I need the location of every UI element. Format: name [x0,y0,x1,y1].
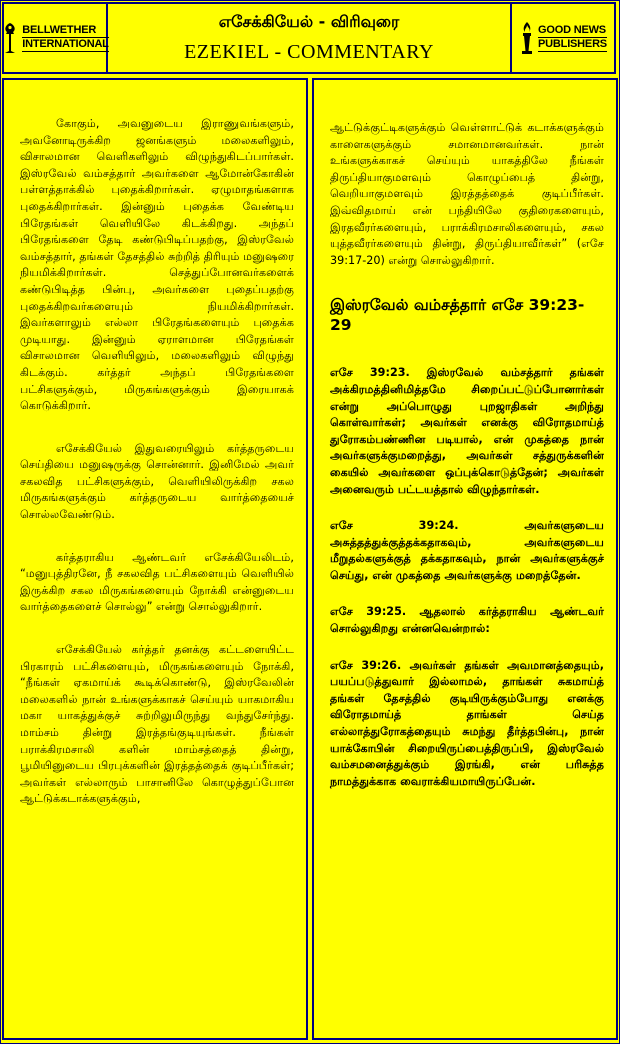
good-news-logo-text [538,24,607,52]
section-heading: இஸ்ரவேல் வம்சத்தார் எசே 39:23-29 [330,296,585,335]
scripture-verse: எசே 39:25. ஆதலால் கர்த்தராகிய ஆண்டவர் சொல்லுகிறது என்னவென்றால்: [330,605,604,636]
ram-logo-icon [1,21,19,55]
page-title-tamil: எசேக்கியேல் - விரிவுரை [218,12,400,31]
good-news-logo [519,21,607,55]
good-news-logo-box [510,4,614,72]
scripture-verse: எசே 39:23. இஸ்ரவேல் வம்சத்தார் தங்கள் அக்கிரமத்தினிமித்தமே சிறைப்பட்டுப்போனார்கள் என்று அப்பொழுது புறஜாதிகள் அறிந்து கொள்வார்கள்; அவர்கள் எனக்கு விரோதமாய்த் துரோகம்பண்ணின படியால், என் முகத்தை நான் அவர்களுக்குமறைத்து, அவர்கள் சத்துருக்களின் கையில் அவர்களை ஒப்புக்கொடுத்தேன்; அவர்கள் அனைவரும் பட்டயத்தால் விழுந்தார்கள். [330,366,604,496]
bellwether-logo [1,21,108,55]
commentary-paragraph: எசேக்கியேல் இதுவரையிலும் கர்த்தருடைய செய்தியை மனுஷருக்கு சொன்னார். இனிமேல் அவர் சகலவித பட்சிகளுக்கும், வெளியிலிருக்கிற சகல மிருகங்களுக்கும் கர்த்தருடைய வார்த்தையைச் சொல்லவேண்டும். [20,441,294,522]
title-box [108,4,510,72]
left-column [2,78,308,1040]
bellwether-logo-text [22,24,108,52]
torch-logo-icon [519,21,535,55]
page-header [2,2,616,74]
scripture-verse: எசே 39:26. அவர்கள் தங்கள் அவமானத்தையும், பயப்படுத்துவார் இல்லாமல், தாங்கள் சுகமாய்த் தங்கள் தேசத்தில் குடியிருக்கும்போது எனக்கு விரோதமாய்த் தாங்கள் செய்த எல்லாத்துரோகத்தையும் சுமந்து தீர்த்தபின்பு, நான் யாக்கோபின் சிறையிருப்பைத்திருப்பி, இஸ்ரவேல் வம்சமனைத்துக்கும் இரங்கி, என் பரிசுத்த நாமத்துக்காக வைராக்கியமாயிருப்பேன். [330,658,604,788]
bellwether-logo-line-1: BELLWETHER [22,24,108,38]
commentary-paragraph: கர்த்தராகிய ஆண்டவர் எசேக்கியேலிடம், “மனுபுத்திரனே, நீ சகலவித பட்சிகளையும் வெளியில் இருக்கிற சகல மிருகங்களையும் நோக்கி என்னுடைய வார்த்தைகளைச் சொல்லு” என்று சொல்லுகிறார். [20,550,294,614]
commentary-continuation: ஆட்டுக்குட்டிகளுக்கும் வெள்ளாட்டுக் கடாக்களுக்கும் காளைகளுக்கும் சமானமானவர்கள். நான் உங்களுக்காகச் செய்யும் யாகத்திலே நீங்கள் திருப்தியாகுமளவும் கொழுப்பைத் தின்று, வெறியாகுமளவும் இரத்தத்தைக் குடிப்பீர்கள். இவ்விதமாய் என் பந்தியிலே குதிரைகளையும், இரதவீரர்களையும், பராக்கிரமசாலிகளையும், சகல யுத்தவீரர்களையும் தின்று, திருப்தியாவீர்கள்” (எசே 39:17-20) என்று சொல்லுகிறார். [330,121,604,267]
page-title-english: EZEKIEL - COMMENTARY [184,41,434,63]
good-news-logo-line-1: GOOD NEWS [538,24,606,36]
good-news-logo-line-2: PUBLISHERS [538,38,607,50]
scripture-verse: எசே 39:24. அவர்களுடைய அசுத்தத்துக்குத்தக்கதாகவும், அவர்களுடைய மீறுதல்களுக்குத் தக்கதாகவும், நான் அவர்களுக்குச் செய்து, என் முகத்தை அவர்களுக்கு மறைத்தேன். [330,519,604,582]
right-column [312,78,618,1040]
bellwether-logo-box [4,4,108,72]
bellwether-logo-line-2: INTERNATIONAL [22,38,109,50]
commentary-paragraph: கோகும், அவனுடைய இராணுவங்களும், அவனோடிருக்கிற ஜனங்களும் மலைகளிலும், விசாலமான வெளிகளிலும் விழுந்துகிடப்பார்கள். இஸ்ரவேல் வம்சத்தார் அவர்களை ஆமோன்கோகின் பள்ளத்தாக்கில் புதைக்கிறார்கள். ஏழுமாதங்களாக புதைக்கிறார்கள். இன்னும் புதைக்க வேண்டிய பிரேதங்கள் வெளியிலே கிடக்கிறது. அந்தப் பிரேதங்களை தேடி கண்டுபிடிப்பதற்கு, இஸ்ரவேல் வம்சத்தார், தங்கள் தேசத்தில் சுற்றித் திரியும் மனுஷரை நியமிக்கிறார்கள். செத்துப்போனவர்களைக் கண்டுபிடித்த பின்பு, அவர்களை புதைப்பதற்கு புதைக்கிறவர்களையும் நியமிக்கிறார்கள். இவர்களாலும் எல்லா பிரேதங்களையும் புதைக்க முடியாது. இன்னும் ஏராளமான பிரேதங்கள் விசாலமான வெளியிலும், மலைகளிலும் விழுந்து கிடக்கும். கர்த்தர் அந்தப் பிரேதங்களை பட்சிகளுக்கும், மிருகங்களுக்கும் இரையாகக் கொடுக்கிறார். [20,117,294,413]
commentary-paragraph: எசேக்கியேல் கர்த்தர் தனக்கு கட்டளையிட்ட பிரகாரம் பட்சிகளையும், மிருகங்களையும் நோக்கி, “நீங்கள் ஏகமாய்க் கூடிக்கொண்டு, இஸ்ரவேலின் மலைகளில் நான் உங்களுக்காகச் செய்யும் யாகமாகிய மகா யாகத்துக்குச் சுற்றிலுமிருந்து வந்துசேர்ந்து. மாம்சம் தின்று இரத்தங்குடியுங்கள். நீங்கள் பராக்கிரமசாலி களின் மாம்சத்தைத் தின்று, பூமியினுடைய பிரபுக்களின் இரத்தத்தைக் குடிப்பீர்கள்; அவர்கள் எல்லாரும் பாசானிலே கொழுத்துப்போன ஆட்டுக்கடாக்களுக்கும், [20,643,294,806]
